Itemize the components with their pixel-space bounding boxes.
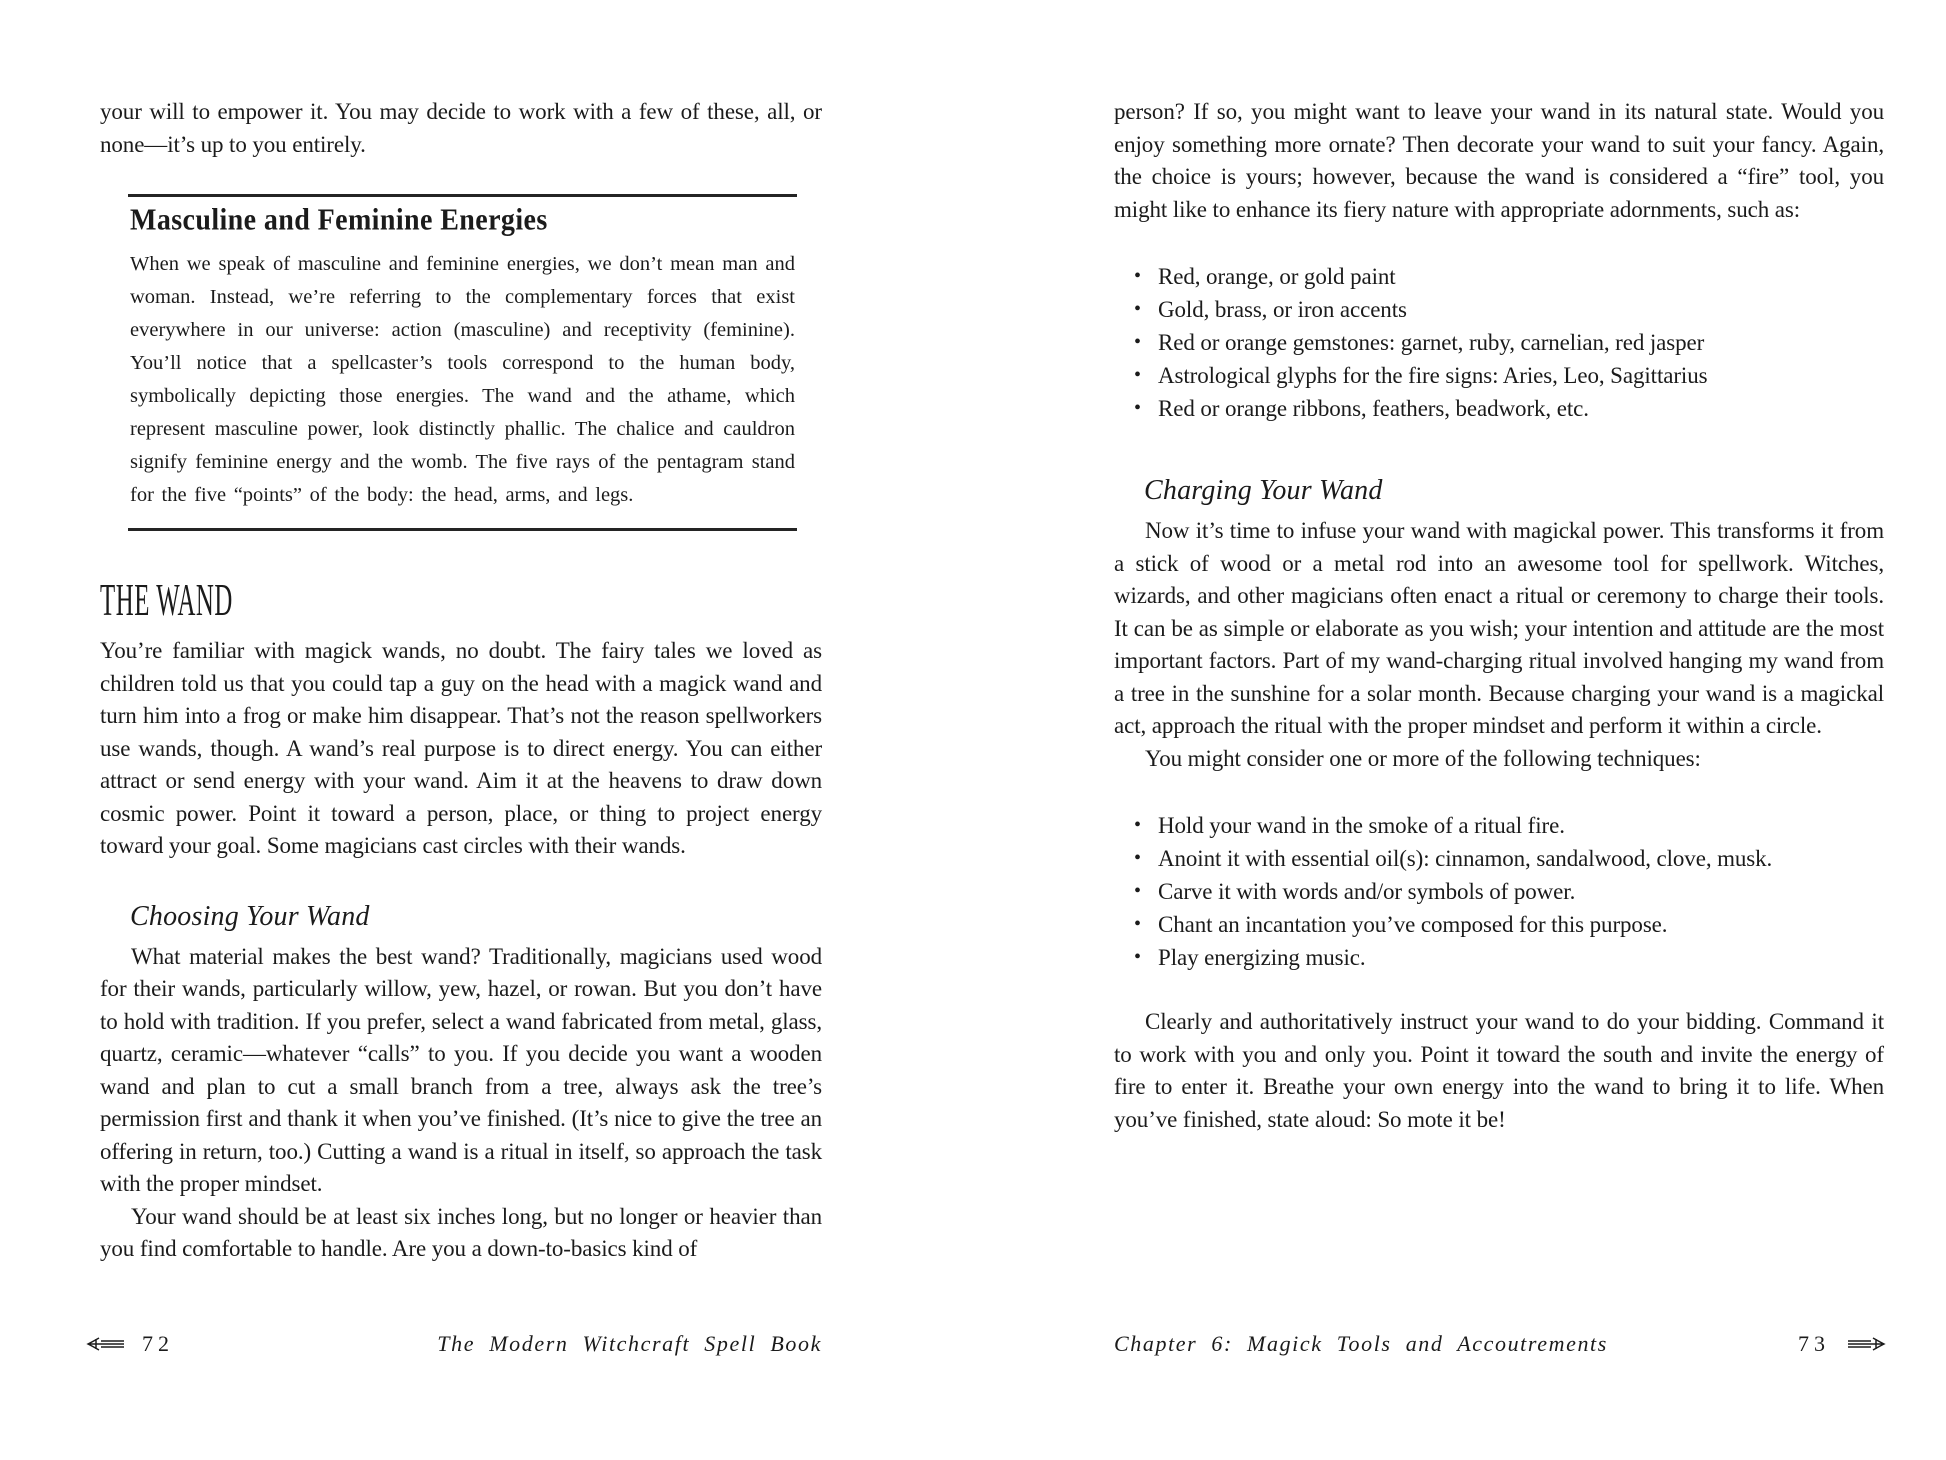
list-item (1134, 260, 1884, 293)
charging-paragraph-2: You might consider one or more of the following techniques: (1145, 745, 1701, 771)
list-item-text: Gold, brass, or iron accents (1158, 297, 1407, 322)
list-item-text: Red or orange gemstones: garnet, ruby, carnelian, red jasper (1158, 330, 1705, 355)
closing-paragraph: Clearly and authoritatively instruct your wand to do your bidding. Command it to work with you and only you. Point it toward the south and invite the energy of fire to enter it. Breathe your own energy into the wand to bring it to life. When you’ve finished, state aloud: So mote it be! (1114, 1009, 1884, 1132)
technique-list (1114, 809, 1884, 974)
footer-arrow-left-icon (86, 1336, 126, 1352)
page-number: 73 (1798, 1331, 1830, 1356)
bullet-icon: • (1134, 814, 1141, 836)
list-item (1134, 842, 1884, 875)
bullet-icon: • (1134, 946, 1141, 968)
subsection-heading-charging-your-wand: Charging Your Wand (1144, 475, 1383, 506)
bullet-icon: • (1134, 880, 1141, 902)
list-item (1134, 908, 1884, 941)
choosing-paragraph-2: Your wand should be at least six inches long, but no longer or heavier than you find comfortable to handle. Are you a down-to-basics kind of (100, 1203, 822, 1261)
list-item (1134, 293, 1884, 326)
footer-arrow-right-icon (1846, 1336, 1886, 1352)
subsection-heading-choosing-your-wand: Choosing Your Wand (130, 900, 370, 932)
footer-left (86, 1331, 822, 1357)
list-item-text: Red, orange, or gold paint (1158, 264, 1396, 289)
footer-right (1114, 1331, 1886, 1357)
bullet-icon: • (1134, 298, 1141, 320)
list-item (1134, 326, 1884, 359)
list-item-text: Carve it with words and/or symbols of power. (1158, 879, 1576, 904)
page-left (100, 96, 822, 1266)
folio-group-left (86, 1331, 174, 1357)
page-number: 72 (142, 1331, 174, 1356)
chapter-title: Chapter 6: Magick Tools and Accoutrements (1114, 1331, 1608, 1356)
list-item-text: Play energizing music. (1158, 945, 1366, 970)
list-item (1134, 941, 1884, 974)
sidebar-body: When we speak of masculine and feminine energies, we don’t mean man and woman. Instead, we’re referring to the complementary forces that exist everywhere in our universe: action (masculine) and receptivity (feminine). You’ll notice that a spellcaster’s tools correspond to the human body, symbolically depicting those energies. The wand and the athame, which represent masculine power, look distinctly phallic. The chalice and cauldron signify feminine energy and the womb. The five rays of the pentagram stand for the five “points” of the body: the head, arms, and legs. (130, 253, 795, 506)
list-item (1134, 809, 1884, 842)
bullet-icon: • (1134, 913, 1141, 935)
list-item-text: Astrological glyphs for the fire signs: Aries, Leo, Sagittarius (1158, 363, 1708, 388)
bullet-icon: • (1134, 847, 1141, 869)
bullet-icon: • (1134, 331, 1141, 353)
charging-paragraph-1: Now it’s time to infuse your wand with magickal power. This transforms it from a stick of wood or a metal rod into an awesome tool for spellwork. Witches, wizards, and other magicians often enact a ritual or ceremony to charge their tools. It can be as simple or elaborate as you wish; your intention and attitude are the most important factors. Part of my wand-charging ritual involved hanging my wand from a tree in the sunshine for a solar month. Because charging your wand is a magickal act, approach the ritual with the proper mindset and perform it within a circle. (1114, 518, 1884, 738)
list-item-text: Chant an incantation you’ve composed for this purpose. (1158, 912, 1668, 937)
the-wand-intro-paragraph: You’re familiar with magick wands, no doubt. The fairy tales we loved as children told us that you could tap a guy on the head with a magick wand and turn him into a frog or make him disappear. That’s not the reason spellworkers use wands, though. A wand’s real purpose is to direct energy. You can either attract or send energy with your wand. Aim it at the heavens to draw down cosmic power. Point it toward a person, place, or thing to project energy toward your goal. Some magicians cast circles with their wands. (100, 638, 822, 858)
list-item-text: Anoint it with essential oil(s): cinnamon, sandalwood, clove, musk. (1158, 846, 1773, 871)
sidebar-box (128, 194, 797, 531)
list-item (1134, 359, 1884, 392)
choosing-paragraph-1: What material makes the best wand? Traditionally, magicians used wood for their wands, particularly willow, yew, hazel, or rowan. But you don’t have to hold with tradition. If you prefer, select a wand fabricated from metal, glass, quartz, ceramic—whatever “calls” to you. If you decide you want a wooden wand and plan to cut a small branch from a tree, always ask the tree’s permission first and thank it when you’ve finished. (It’s nice to give the tree an offering in return, too.) Cutting a wand is a ritual in itself, so approach the task with the proper mindset. (100, 943, 822, 1196)
bullet-icon: • (1134, 397, 1141, 419)
folio-group-right (1798, 1331, 1886, 1357)
page-right (1114, 96, 1884, 1136)
sidebar-title: Masculine and Feminine Energies (130, 203, 548, 237)
book-title: The Modern Witchcraft Spell Book (437, 1331, 822, 1356)
list-item (1134, 392, 1884, 425)
bullet-icon: • (1134, 364, 1141, 386)
list-item-text: Hold your wand in the smoke of a ritual fire. (1158, 813, 1565, 838)
bullet-icon: • (1134, 265, 1141, 287)
continuation-paragraph: your will to empower it. You may decide to work with a few of these, all, or none—it’s up to you entirely. (100, 99, 822, 157)
section-heading-the-wand: THE WAND (100, 574, 233, 625)
list-item (1134, 875, 1884, 908)
continuation-paragraph: person? If so, you might want to leave your wand in its natural state. Would you enjoy something more ornate? Then decorate your wand to suit your fancy. Again, the choice is yours; however, because the wand is considered a “fire” tool, you might like to enhance its fiery nature with appropriate adornments, such as: (1114, 99, 1884, 222)
adornment-list (1114, 260, 1884, 425)
list-item-text: Red or orange ribbons, feathers, beadwork, etc. (1158, 396, 1589, 421)
